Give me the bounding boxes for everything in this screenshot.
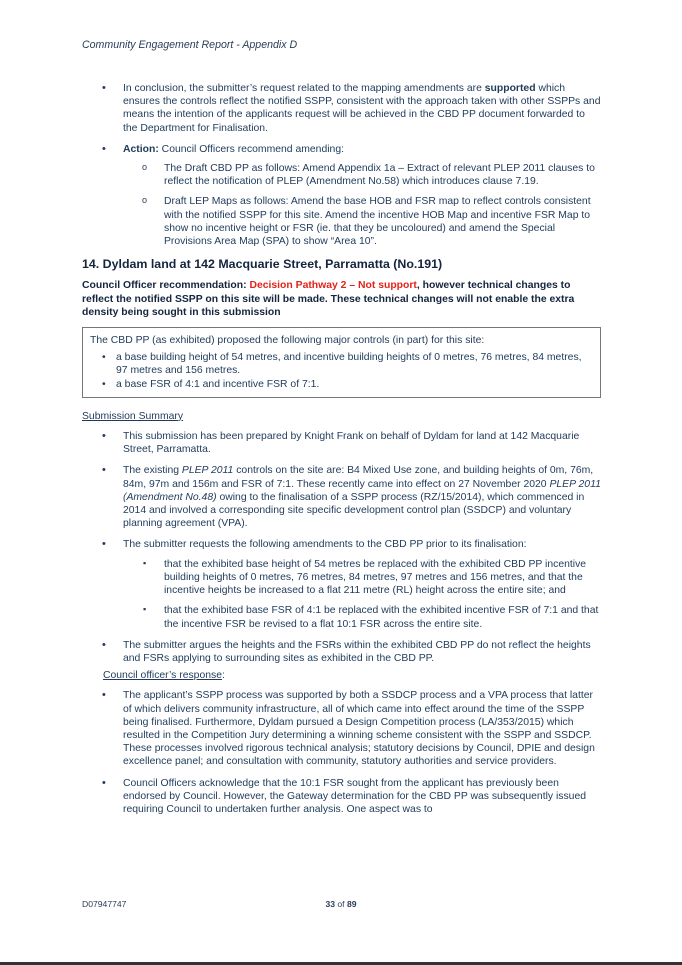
officer-recommendation: Council Officer recommendation: Decision Pathway 2 – Not support, however technical changes to reflect the notified SSPP on this site will be made. These technical changes will not enable the extra density being sought in this submission <box>82 280 575 318</box>
box-intro: The CBD PP (as exhibited) proposed the following major controls (in part) for this site: <box>90 335 485 347</box>
list-item: • a base building height of 54 metres, and incentive building heights of 0 metres, 76 metres, 84 metres, 97 metres and 156 metres. <box>90 351 593 377</box>
document-id: D07947747 <box>82 899 127 909</box>
list-item: • Council Officers acknowledge that the 10:1 FSR sought from the applicant has previously been endorsed by Council. However, the Gateway determination for the CBD PP was subsequently issued requiring Council to undertaken further analysis. One aspect was to <box>82 777 602 817</box>
list-item: • The applicant’s SSPP process was supported by both a SSDCP process and a VPA process that latter of which delivers community infrastructure, all of which came into effect around the time of the SSPP being finalised. Furthermore, Dyldam pursued a Design Competition process (LA/353/2015) which resulted in the Competition Jury determining a winning scheme consistent with the SSPP and SSDCP. These processes involved rigorous technical analysis; statutory decisions by Council, DPIE and design excellence panel; and consultation with community, statutory authorities and service providers. <box>82 689 602 768</box>
section-heading: 14. Dyldam land at 142 Macquarie Street, Parramatta (No.191) <box>82 257 443 272</box>
list-item: • The existing PLEP 2011 controls on the site are: B4 Mixed Use zone, and building heights of 0m, 76m, 84m, 97m and 156m and FSR of 7:1. These recently came into effect on 27 November 2020 PLEP 2011 (Amendment No.48) owing to the finalisation of a SSPP process (RZ/15/2014), which commenced in 2014 and involved a corresponding site specific development control plan (SSDCP) and voluntary planning agreement (VPA). <box>82 464 602 530</box>
supported-label: supported <box>484 83 536 94</box>
sub-list-item: ▪ that the exhibited base height of 54 metres be replaced with the exhibited CBD PP incentive building heights of 0 metres, 76 metres, 84 metres, 97 metres and 156 metres, and that the incentive heights be increased to a flat 211 metre (RL) height across the entire site; and <box>82 558 602 598</box>
intro-list <box>82 82 602 248</box>
action-label: Action: <box>123 143 159 155</box>
sub-list-item: o Draft LEP Maps as follows: Amend the base HOB and FSR map to reflect controls consistent with the notified SSPP for this site. Amend the incentive HOB Map and incentive FSR Map to show no incentive height or FSR (ie. that they be uncoloured) and amend the Special Provisions Area Map (SPA) to show “Area 10”. <box>82 195 602 248</box>
submission-summary-label: Submission Summary <box>82 410 184 422</box>
page-number: 33 of 89 <box>325 899 357 909</box>
page-content <box>82 82 602 824</box>
box-list <box>90 351 593 391</box>
list-item: • In conclusion, the submitter’s request related to the mapping amendments are supported which ensures the controls reflect the notified SSPP, consistent with the approach taken with other SSPPs and means the intention of the applicants request will be achieved in the CBD PP document forwarded to the Department for Finalisation. <box>82 82 602 135</box>
sub-list-item: o The Draft CBD PP as follows: Amend Appendix 1a – Extract of relevant PLEP 2011 clauses to reflect the notification of PLEP (Amendment No.58) which introduces clause 7.19. <box>82 162 602 188</box>
list-item: • The submitter requests the following amendments to the CBD PP prior to its finalisation: ▪ that the exhibited base height of 54 metres be replaced with the exhibited CBD PP incentive building heights of 0 metres, 76 metres, 84 metres, 97 metres and 156 metres, and that the incentive heights be increased to a flat 211 metre (RL) height across the entire site; and ▪ that the exhibited base FSR of 4:1 be replaced with the exhibited incentive FSR of 7:1 and that the incentive FSR be revised to a flat 10:1 FSR across the entire site. <box>82 538 602 630</box>
exhibited-controls-box <box>82 327 601 398</box>
summary-list <box>82 430 602 665</box>
list-item: • This submission has been prepared by Knight Frank on behalf of Dyldam for land at 142 Macquarie Street, Parramatta. <box>82 430 602 456</box>
list-item: • The submitter argues the heights and the FSRs within the exhibited CBD PP do not reflect the heights and FSRs applying to surrounding sites as exhibited in the CBD PP. <box>82 639 602 665</box>
decision-pathway: Decision Pathway 2 – Not support <box>249 280 417 292</box>
amendments-sublist <box>123 558 602 631</box>
page-header: Community Engagement Report - Appendix D <box>82 39 298 51</box>
response-list <box>82 689 602 816</box>
action-sublist <box>123 162 602 248</box>
sub-list-item: ▪ that the exhibited base FSR of 4:1 be replaced with the exhibited incentive FSR of 7:1 and that the incentive FSR be revised to a flat 10:1 FSR across the entire site. <box>82 604 602 630</box>
officer-response-label: Council officer’s response: <box>103 670 225 682</box>
list-item: • a base FSR of 4:1 and incentive FSR of 7:1. <box>90 378 593 391</box>
list-item: • Action: Council Officers recommend amending: o The Draft CBD PP as follows: Amend Appendix 1a – Extract of relevant PLEP 2011 clauses to reflect the notification of PLEP (Amendment No.58) which introduces clause 7.19. o Draft LEP Maps as follows: Amend the base HOB and FSR map to reflect controls consistent with the notified SSPP for this site. Amend the incentive HOB Map and incentive FSR Map to show no incentive height or FSR (ie. that they be uncoloured) and amend the Special Provisions Area Map (SPA) to show “Area 10”. <box>82 143 602 248</box>
